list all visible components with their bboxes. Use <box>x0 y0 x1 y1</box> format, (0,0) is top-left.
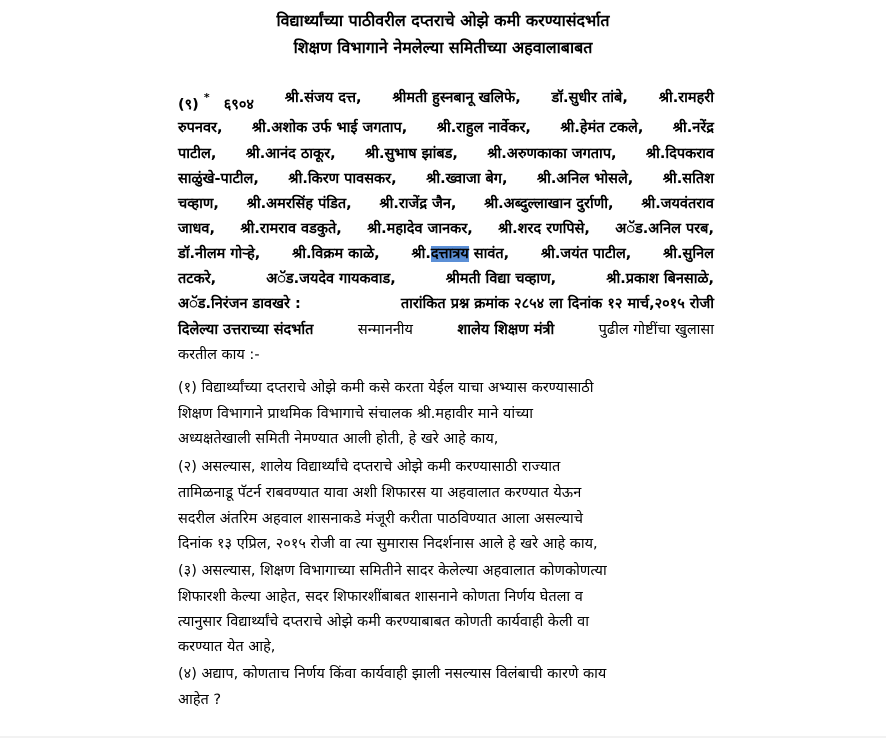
member-name: श्री.ख्वाजा बेग, <box>426 171 508 187</box>
starred-mark: * <box>203 91 210 104</box>
member-name: श्री.अमरसिंह पंडित, <box>246 196 352 212</box>
member-name: श्री.रामराव वडकुते, <box>240 221 342 237</box>
member-name: श्री.सुनिल <box>663 246 714 262</box>
part-text: दिनांक १३ एप्रिल, २०१५ रोजी वा त्या सुमारास निदर्शनास आले हे खरे आहे काय, <box>178 536 598 552</box>
last-member-name: अॅड.निरंजन डावखरे : <box>178 296 301 312</box>
question-line-3 <box>178 142 714 166</box>
reference-text: तारांकित प्रश्न क्रमांक २८५४ ला दिनांक १२ मार्च,२०१५ रोजी <box>400 296 714 312</box>
member-name: श्री.अशोक उर्फ भाई जगताप, <box>251 120 408 136</box>
question-line-1 <box>178 86 714 117</box>
part-4-line-1 <box>178 662 714 686</box>
question-serial: (९) <box>178 97 199 113</box>
document-title-line-1: विद्यार्थ्यांच्या पाठीवरील दप्तराचे ओझे कमी करण्यासंदर्भात <box>276 11 610 30</box>
part-2-line-2 <box>178 481 714 505</box>
reference-line-2 <box>178 318 714 342</box>
document-title-line-2: शिक्षण विभागाने नेमलेल्या समितीच्या अहवालाबाबत <box>293 38 593 57</box>
part-text: (४) अद्याप, कोणताच निर्णय किंवा कार्यवाही झाली नसल्यास विलंबाची कारणे काय <box>178 666 607 682</box>
part-text: (२) असल्यास, शालेय विद्यार्थ्यांचे दप्तराचे ओझे कमी करण्यासाठी राज्यात <box>178 459 561 475</box>
part-text: (३) असल्यास, शिक्षण विभागाच्या समितीने सादर केलेल्या अहवालात कोणकोणत्या <box>178 563 607 579</box>
question-line-4 <box>178 167 714 191</box>
member-name: अॅड.जयदेव गायकवाड, <box>266 271 396 287</box>
part-1-line-3 <box>178 427 714 451</box>
member-name: श्री.आनंद ठाकूर, <box>245 146 336 162</box>
reference-context: दिलेल्या उत्तराच्या संदर्भात <box>178 322 314 338</box>
question-number: ६९०४ <box>223 97 254 113</box>
part-1-line-2 <box>178 402 714 426</box>
member-name: डॉ.नीलम गोऱ्हे, <box>178 246 261 262</box>
member-name: श्री.राजेंद्र जैन, <box>379 196 457 212</box>
part-4-line-2 <box>178 688 714 712</box>
part-text: करण्यात येत आहे, <box>178 639 276 655</box>
member-surname: सावंत, <box>473 246 510 262</box>
member-name: चव्हाण, <box>178 196 219 212</box>
member-name: श्रीमती विद्या चव्हाण, <box>445 271 557 287</box>
member-name: श्री.हेमंत टकले, <box>560 120 644 136</box>
part-3-line-1 <box>178 559 714 583</box>
question-line-5 <box>178 192 714 216</box>
member-name: साळुंखे-पाटील, <box>178 171 259 187</box>
part-text: शिक्षण विभागाने प्राथमिक विभागाचे संचालक श्री.महावीर माने यांच्या <box>178 406 534 422</box>
member-title: श्री. <box>411 246 431 262</box>
question-line-2 <box>178 116 714 140</box>
honorific: सन्माननीय <box>357 322 413 338</box>
member-name: श्री.संजय दत्त, <box>284 90 362 106</box>
member-name: श्री.प्रकाश बिनसाळे, <box>606 271 714 287</box>
part-3-line-2 <box>178 585 714 609</box>
member-name: श्री.किरण पावसकर, <box>288 171 397 187</box>
part-text: तामिळनाडू पॅटर्न राबवण्यात यावा अशी शिफारस या अहवालात करण्यात येऊन <box>178 485 582 501</box>
member-name: श्री.राहुल नार्वेकर, <box>436 120 531 136</box>
member-name: श्रीमती हुस्नबानू खलिफे, <box>392 90 521 106</box>
member-name-highlighted <box>411 242 509 266</box>
member-name: श्री.महादेव जानकर, <box>367 221 473 237</box>
minister-title: शालेय शिक्षण मंत्री <box>457 322 555 338</box>
member-name: डॉ.सुधीर तांबे, <box>551 90 628 106</box>
member-name: श्री.सुभाष झांबड, <box>364 146 458 162</box>
part-text: आहेत ? <box>178 692 222 708</box>
member-name: श्री.रामहरी <box>658 90 714 106</box>
member-name: श्री.शरद रणपिसे, <box>498 221 590 237</box>
part-text: शिफारशी केल्या आहेत, सदर शिफारशींबाबत शासनाने कोणता निर्णय घेतला व <box>178 589 583 605</box>
member-name: अॅड.अनिल परब, <box>615 221 714 237</box>
selected-text-highlight[interactable]: दत्तात्रय <box>430 246 469 262</box>
part-3-line-3 <box>178 610 714 634</box>
member-name: श्री.जयंत पाटील, <box>540 246 632 262</box>
member-name: श्री.विक्रम काळे, <box>291 246 380 262</box>
part-2-line-1 <box>178 455 714 479</box>
member-name: श्री.सतिश <box>662 171 714 187</box>
member-name: श्री.नरेंद्र <box>672 120 714 136</box>
reference-line-1 <box>178 292 714 316</box>
reference-line-3 <box>178 343 714 367</box>
member-name: जाधव, <box>178 221 216 237</box>
question-line-6 <box>178 217 714 241</box>
member-name: श्री.अब्दुल्लाखान दुर्राणी, <box>484 196 614 212</box>
part-text: सदरील अंतरिम अहवाल शासनाकडे मंजूरी करीता पाठविण्यात आला असल्याचे <box>178 511 583 527</box>
member-name: श्री.अनिल भोसले, <box>536 171 634 187</box>
member-name: श्री.दिपकराव <box>645 146 714 162</box>
question-line-7 <box>178 242 714 266</box>
question-line-8 <box>178 267 714 291</box>
part-2-line-4 <box>178 532 714 556</box>
member-name: श्री.जयवंतराव <box>641 196 714 212</box>
part-3-line-4 <box>178 635 714 659</box>
clarification-request: पुढील गोष्टींचा खुलासा <box>598 322 714 338</box>
member-name: तटकरे, <box>178 271 217 287</box>
question-serial-block <box>178 86 254 117</box>
member-name: रुपनवर, <box>178 120 223 136</box>
part-text: (१) विद्यार्थ्यांच्या दप्तराचे ओझे कमी कसे करता येईल याचा अभ्यास करण्यासाठी <box>178 380 594 396</box>
part-text: त्यानुसार विद्यार्थ्यांचे दप्तराचे ओझे कमी करण्याबाबत कोणती कार्यवाही केली वा <box>178 614 589 630</box>
part-2-line-3 <box>178 507 714 531</box>
part-1-line-1 <box>178 376 714 400</box>
member-name: पाटील, <box>178 146 217 162</box>
request-closing: करतील काय :- <box>178 347 260 363</box>
part-text: अध्यक्षतेखाली समिती नेमण्यात आली होती, हे खरे आहे काय, <box>178 431 499 447</box>
member-name: श्री.अरुणकाका जगताप, <box>487 146 617 162</box>
